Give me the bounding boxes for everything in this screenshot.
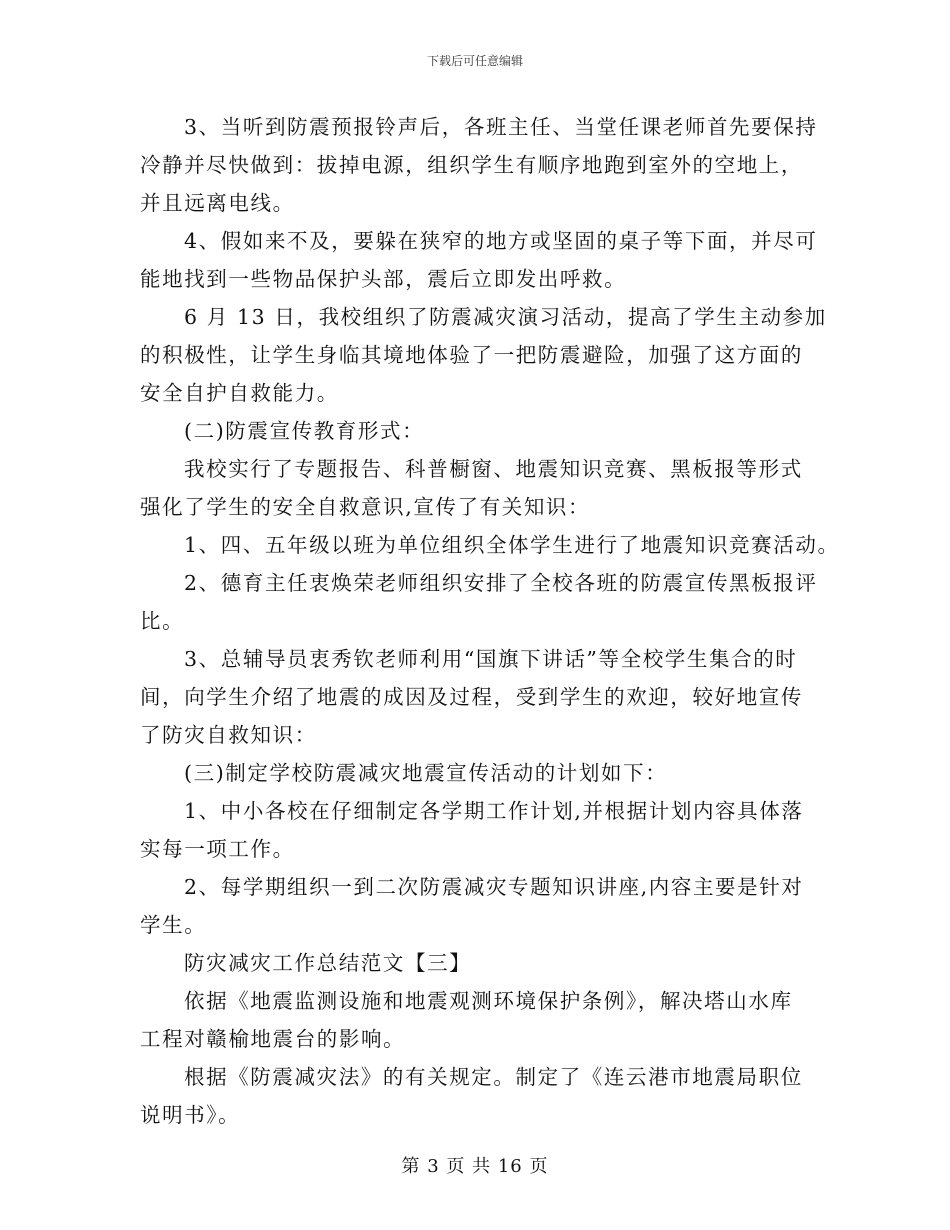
paragraph-line: 间，向学生介绍了地震的成因及过程，受到学生的欢迎，较好地宣传 [140, 685, 803, 709]
paragraph-line: 比。 [140, 609, 185, 633]
paragraph [140, 982, 830, 1058]
paragraph [140, 526, 840, 564]
paragraph-line: 工程对赣榆地震台的影响。 [140, 1027, 406, 1051]
paragraph-line: 安全自护自救能力。 [140, 381, 339, 405]
paragraph-line: 并且远离电线。 [140, 191, 295, 215]
paragraph-line: 强化了学生的安全自救意识,宣传了有关知识： [140, 495, 591, 519]
paragraph [140, 450, 830, 526]
paragraph-line: 3、总辅导员衷秀钦老师利用“国旗下讲话”等全校学生集合的时 [184, 647, 798, 671]
paragraph-line: 学生。 [140, 913, 207, 937]
document-body [140, 108, 840, 1134]
paragraph-line: 根据《防震减灾法》的有关规定。制定了《连云港市地震局职位 [184, 1065, 803, 1089]
paragraph [140, 868, 830, 944]
paragraph-line: 3、当听到防震预报铃声后，各班主任、当堂任课老师首先要保持 [184, 115, 818, 139]
paragraph-line: 2、德育主任衷焕荣老师组织安排了全校各班的防震宣传黑板报评 [184, 571, 818, 595]
paragraph-line: 的积极性，让学生身临其境地体验了一把防震避险，加强了这方面的 [140, 343, 803, 367]
paragraph-line: 我校实行了专题报告、科普橱窗、地震知识竞赛、黑板报等形式 [184, 457, 803, 481]
page-footer: 第 3 页 共 16 页 [401, 1156, 549, 1177]
paragraph-line: 实每一项工作。 [140, 837, 295, 861]
paragraph-line: 6 月 13 日，我校组织了防震减灾演习活动，提高了学生主动参加 [184, 305, 827, 329]
paragraph [140, 298, 830, 412]
paragraph [140, 108, 830, 222]
paragraph-line: 4、假如来不及，要躲在狭窄的地方或坚固的桌子等下面，并尽可 [184, 229, 818, 253]
paragraph [140, 564, 830, 640]
paragraph [140, 640, 830, 754]
paragraph [140, 1058, 830, 1134]
paragraph-line: 了防灾自救知识： [140, 723, 317, 747]
page-header: 下载后可任意编辑 [426, 54, 523, 68]
paragraph [140, 412, 830, 450]
paragraph [140, 222, 830, 298]
paragraph-line: 冷静并尽快做到：拔掉电源，组织学生有顺序地跑到室外的空地上， [140, 153, 803, 177]
paragraph-line: 2、每学期组织一到二次防震减灾专题知识讲座,内容主要是针对 [184, 875, 804, 899]
paragraph-line: 依据《地震监测设施和地震观测环境保护条例》，解决塔山水库 [184, 989, 793, 1013]
paragraph-line: 说明书》。 [140, 1103, 241, 1127]
paragraph-line: 能地找到一些物品保护头部，震后立即发出呼救。 [140, 267, 627, 291]
paragraph-line: 防灾减灾工作总结范文【三】 [184, 951, 472, 975]
paragraph-line: 1、中小各校在仔细制定各学期工作计划,并根据计划内容具体落 [184, 799, 804, 823]
paragraph [140, 792, 830, 868]
paragraph [140, 944, 830, 982]
paragraph-line: (三)制定学校防震减灾地震宣传活动的计划如下： [184, 761, 668, 785]
paragraph [140, 754, 830, 792]
paragraph-line: 1、四、五年级以班为单位组织全体学生进行了地震知识竞赛活动。 [184, 533, 840, 557]
paragraph-line: (二)防震宣传教育形式： [184, 419, 425, 443]
